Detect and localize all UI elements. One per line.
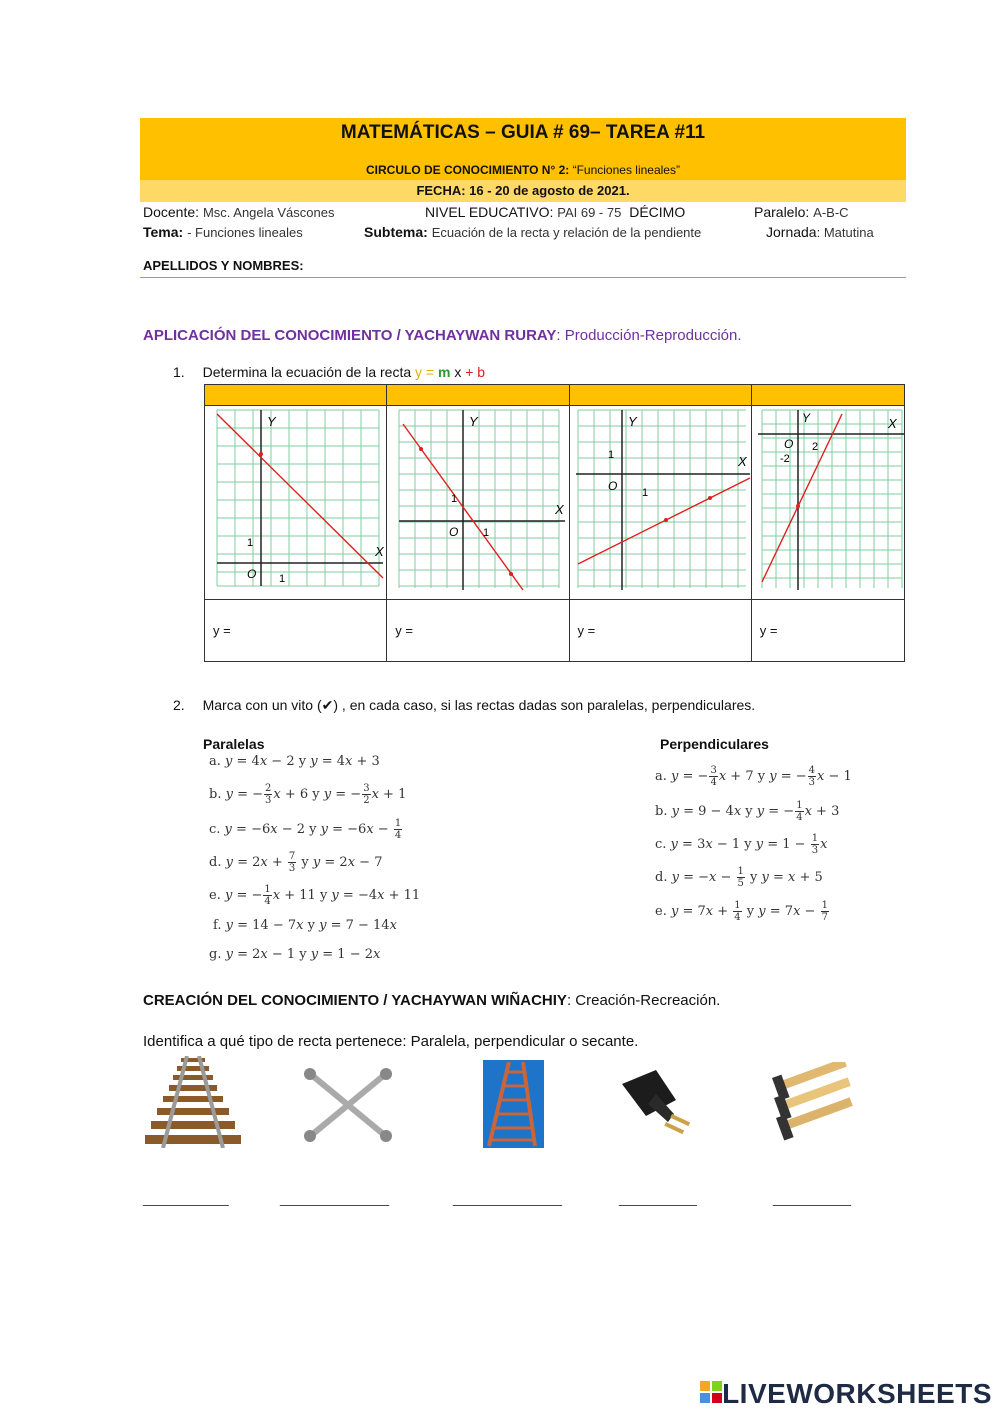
graphs-table — [204, 384, 905, 662]
section-creacion — [143, 992, 720, 1009]
tick-label: 1 — [247, 537, 254, 549]
docente — [143, 204, 334, 220]
axis-label-x: X — [375, 544, 384, 559]
subtema — [364, 224, 701, 240]
tick-label: 1 — [641, 487, 648, 499]
axis-label-y: Y — [469, 414, 478, 429]
answer-label: y = — [759, 623, 778, 638]
nivel — [425, 204, 685, 220]
tick-label: 2 — [811, 441, 818, 453]
jornada-label: Jornada — [766, 224, 817, 240]
grid-lines — [578, 410, 746, 588]
docente-label: Docente: — [143, 204, 200, 220]
graph-cell-3 — [569, 406, 751, 600]
paralelo-value: A-B-C — [813, 205, 849, 220]
tick-label: 1 — [279, 573, 286, 585]
subtema-value: Ecuación de la recta y relación de la pendiente — [431, 225, 702, 240]
grid-lines — [399, 410, 559, 588]
eq-perpendicular-e[interactable]: e. y = 7x + $\frac{1}{4}$ y y = 7x − $\frac{1}{7}$ — [655, 900, 828, 923]
paralelas-title: Paralelas — [203, 736, 265, 752]
graph-4 — [752, 406, 904, 594]
red-line — [217, 414, 383, 578]
lug-wrench-image — [298, 1062, 398, 1148]
eq-paralela-f[interactable]: f. y = 14 − 7x y y = 7 − 14x — [213, 918, 397, 933]
answer-blank-5[interactable]: __________ — [773, 1190, 851, 1206]
formula-x: x — [454, 364, 462, 380]
docente-value: Msc. Angela Váscones — [202, 205, 335, 220]
grid-lines — [217, 410, 379, 586]
section1-subtitle: : Producción-Reproducción. — [556, 327, 742, 344]
jornada-value: : Matutina — [816, 225, 874, 240]
graph-2 — [387, 406, 568, 594]
point — [796, 504, 800, 508]
axis-label-y: Y — [627, 414, 637, 429]
plug-image — [616, 1066, 696, 1138]
axis-label-y: Y — [801, 411, 810, 425]
answer-cell-1[interactable] — [205, 600, 387, 662]
answer-blank-4[interactable]: __________ — [619, 1190, 697, 1206]
point — [509, 572, 513, 576]
eq-paralela-d[interactable]: d. y = 2x + $\frac{7}{3}$ y y = 2x − 7 — [209, 851, 383, 874]
origin-label: O — [607, 479, 617, 493]
rulers-image — [770, 1062, 856, 1148]
page-title: MATEMÁTICAS – GUIA # 69– TAREA #11 — [340, 122, 706, 143]
axis-label-y: Y — [267, 414, 276, 429]
point — [664, 518, 668, 522]
header-cell — [205, 385, 387, 406]
section1-title: APLICACIÓN DEL CONOCIMIENTO / YACHAYWAN RURAY — [143, 327, 557, 344]
ladder-image — [483, 1060, 544, 1148]
graph-cell-2 — [387, 406, 569, 600]
header-cell — [751, 385, 904, 406]
tick-label: 1 — [483, 527, 490, 539]
graph-cell-4 — [751, 406, 904, 600]
section2-instruction: Identifica a qué tipo de recta pertenece: Paralela, perpendicular o secante. — [143, 1033, 639, 1050]
eq-perpendicular-d[interactable]: d. y = −x − $\frac{1}{5}$ y y = x + 5 — [655, 866, 823, 889]
paralelo-label: Paralelo: — [754, 204, 810, 220]
tema-value: - Funciones lineales — [187, 225, 303, 240]
sleepers — [145, 1058, 241, 1144]
liveworksheets-logo-icon — [700, 1381, 722, 1403]
answer-blank-1[interactable]: ___________ — [143, 1190, 229, 1206]
eq-paralela-e[interactable]: e. y = − $\frac{1}{4}$ x + 11 y y = −4x + 11 — [209, 884, 421, 907]
fecha: FECHA: 16 - 20 de agosto de 2021. — [416, 183, 630, 198]
origin-label: O — [783, 437, 794, 451]
question-1 — [173, 364, 485, 380]
answer-cell-3[interactable] — [569, 600, 751, 662]
nivel-label: NIVEL EDUCATIVO: — [425, 204, 554, 220]
nivel-value: PAI 69 - 75 — [557, 205, 622, 220]
q2-text-before: Marca con un vito ( — [202, 697, 322, 713]
graph-cell-1 — [205, 406, 387, 600]
tema — [143, 224, 303, 240]
section-aplicacion — [143, 327, 742, 344]
origin-label: O — [449, 525, 459, 539]
eq-perpendicular-a[interactable]: a. y = − $\frac{3}{4}$ x + 7 y y = − $\frac{4}{3}$ x − 1 — [655, 765, 852, 788]
graph-3 — [570, 406, 751, 594]
eq-perpendicular-c[interactable]: c. y = 3x − 1 y y = 1 − $\frac{1}{3}$ x — [655, 833, 828, 856]
nivel-grade: DÉCIMO — [629, 204, 686, 220]
point — [708, 496, 712, 500]
section2-title: CREACIÓN DEL CONOCIMIENTO / YACHAYWAN WIÑACHIY — [143, 992, 567, 1009]
eq-paralela-a[interactable]: a. y = 4x − 2 y y = 4x + 3 — [209, 754, 380, 769]
subtema-label: Subtema: — [364, 224, 428, 240]
q1-text: Determina la ecuación de la recta — [202, 364, 412, 380]
perpendiculares-title: Perpendiculares — [660, 736, 769, 752]
jornada — [766, 224, 874, 240]
answer-blank-3[interactable]: ______________ — [453, 1190, 563, 1206]
eq-paralela-b[interactable]: b. y = − $\frac{2}{3}$ x + 6 y y = − $\frac{3}{2}$ x + 1 — [209, 783, 407, 806]
origin-label: O — [247, 567, 257, 581]
tema-label: Tema: — [143, 224, 184, 240]
circulo-value: “Funciones lineales” — [572, 163, 680, 177]
apellidos-label: APELLIDOS Y NOMBRES: — [143, 258, 304, 273]
liveworksheets-logo[interactable]: LIVEWORKSHEETS — [722, 1378, 992, 1409]
q1-number: 1. — [173, 364, 185, 380]
answer-blank-2[interactable]: ______________ — [280, 1190, 390, 1206]
grid-lines — [762, 410, 902, 588]
answer-label: y = — [577, 623, 596, 638]
eq-paralela-c[interactable]: c. y = −6x − 2 y y = −6x − $\frac{1}{4}$ — [209, 818, 402, 841]
circulo-line — [140, 163, 906, 177]
name-input-line[interactable] — [140, 277, 906, 278]
formula-m: m — [438, 364, 451, 380]
answer-label: y = — [395, 623, 413, 638]
answer-cell-4[interactable] — [751, 600, 904, 662]
header-cell — [387, 385, 569, 406]
eq-paralela-g[interactable]: g. y = 2x − 1 y y = 1 − 2x — [209, 947, 381, 962]
circulo-label: CIRCULO DE CONOCIMIENTO N° 2: — [366, 163, 570, 177]
eq-perpendicular-b[interactable]: b. y = 9 − 4x y y = − $\frac{1}{4}$ x + 3 — [655, 800, 840, 823]
axis-label-x: X — [555, 502, 564, 517]
railroad-image — [143, 1056, 243, 1148]
red-line — [578, 478, 750, 564]
q2-number: 2. — [173, 697, 185, 713]
check-icon: ✔ — [321, 697, 334, 713]
paralelo — [754, 204, 849, 220]
section2-subtitle: : Creación-Recreación. — [566, 992, 721, 1009]
formula-y: y = — [415, 364, 435, 380]
tick-label: 1 — [451, 493, 458, 505]
q2-text-after: ) , en cada caso, si las rectas dadas son paralelas, perpendiculares. — [333, 697, 756, 713]
axis-label-x: X — [887, 416, 897, 431]
point — [419, 447, 423, 451]
red-line — [762, 414, 842, 582]
tick-label: 1 — [607, 449, 614, 461]
header-cell — [569, 385, 751, 406]
point — [259, 452, 263, 456]
question-2 — [173, 697, 755, 714]
answer-cell-2[interactable] — [387, 600, 569, 662]
axis-label-x: X — [737, 454, 747, 469]
tick-label: -2 — [779, 453, 790, 465]
formula-b: + b — [465, 364, 486, 380]
answer-label: y = — [213, 623, 231, 638]
graph-1 — [205, 406, 386, 594]
